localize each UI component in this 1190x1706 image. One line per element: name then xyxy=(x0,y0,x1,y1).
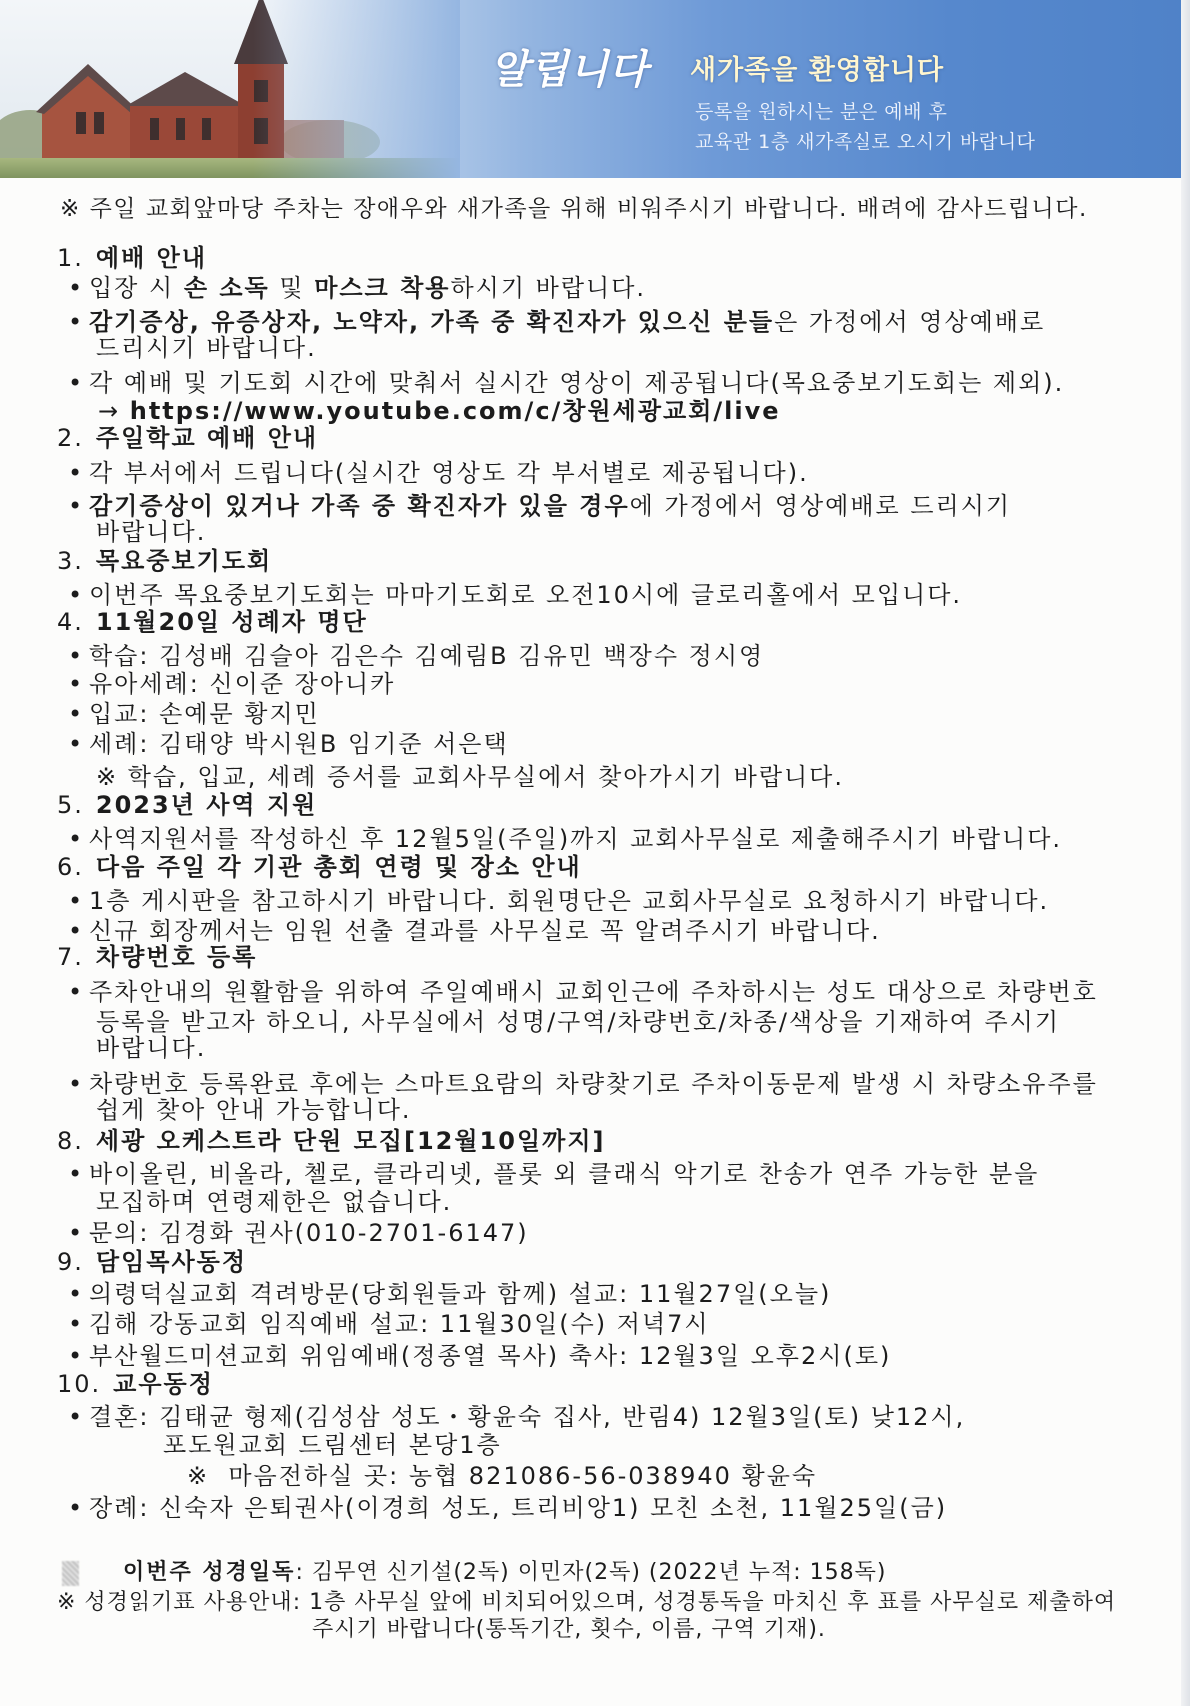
list-item xyxy=(68,699,320,729)
bold-text-segment: 마스크 착용 xyxy=(314,274,451,302)
bullet-marker: • xyxy=(68,642,85,670)
list-item xyxy=(68,368,1064,398)
bullet-marker: • xyxy=(68,1160,85,1188)
section-heading xyxy=(57,423,318,453)
text-segment: 쉽게 찾아 안내 가능합니다. xyxy=(96,1096,412,1124)
list-item xyxy=(68,1279,831,1309)
text-segment: 의령덕실교회 격려방문(당회원들과 함께) 설교: 11월27일(오늘) xyxy=(89,1280,832,1308)
text-segment: 유아세례: 신이준 장아니카 xyxy=(89,670,396,698)
list-item-continuation xyxy=(96,1095,412,1125)
page-edge xyxy=(1181,0,1190,1706)
list-item xyxy=(68,977,1098,1007)
text-segment: 세례: 김태양 박시원B 임기준 서은택 xyxy=(89,730,509,758)
bible-reading-label: 이번주 성경일독 xyxy=(123,1560,296,1585)
text-segment: → xyxy=(98,397,130,425)
list-item xyxy=(68,824,1062,854)
list-item-continuation xyxy=(96,517,206,547)
section-title: 다음 주일 각 기관 총회 연령 및 장소 안내 xyxy=(95,853,582,881)
text-segment: 등록을 받고자 하오니, 사무실에서 성명/구역/차량번호/차종/색상을 기재하여 주시기 xyxy=(96,1008,1060,1036)
bullet-marker: • xyxy=(68,308,85,336)
text-segment: 신규 회장께서는 임원 선출 결과를 사무실로 꼭 알려주시기 바랍니다. xyxy=(89,917,881,945)
bullet-marker: • xyxy=(68,274,85,302)
church-photo xyxy=(0,0,460,178)
bold-text-segment: 손 소독 xyxy=(183,274,270,302)
section-title: 목요중보기도회 xyxy=(95,547,273,575)
list-item xyxy=(68,1341,891,1371)
parking-notice: ※ 주일 교회앞마당 주차는 장애우와 새가족을 위해 비워주시기 바랍니다. 배려에 감사드립니다. xyxy=(60,196,1088,222)
bullet-marker: • xyxy=(68,1403,85,1431)
bullet-marker: • xyxy=(68,1494,85,1522)
text-segment: 장례: 신숙자 은퇴권사(이경희 성도, 트리비앙1) 모친 소천, 11월25일(금) xyxy=(89,1494,948,1522)
section-title: 11월20일 성례자 명단 xyxy=(95,608,368,636)
bullet-marker: • xyxy=(68,581,85,609)
list-item-continuation xyxy=(96,333,317,363)
text-segment: 사역지원서를 작성하신 후 12월5일(주일)까지 교회사무실로 제출해주시기 바랍니다. xyxy=(89,825,1063,853)
welcome-title: 새가족을 환영합니다 xyxy=(690,55,945,86)
section-title: 예배 안내 xyxy=(95,244,207,272)
text-segment: 바이올린, 비올라, 첼로, 클라리넷, 플롯 외 클래식 악기로 찬송가 연주 가능한 분을 xyxy=(89,1160,1040,1188)
text-segment: 학습: 김성배 김슬아 김은수 김예림B 김유민 백장수 정시영 xyxy=(89,642,765,670)
section-number: 3. xyxy=(57,547,84,575)
list-item xyxy=(68,273,646,303)
text-segment: 입교: 손예문 황지민 xyxy=(89,700,320,728)
section-heading xyxy=(57,243,207,273)
bullet-marker: • xyxy=(68,459,85,487)
bullet-marker: • xyxy=(68,1070,85,1098)
text-segment: 포도원교회 드림센터 본당1층 xyxy=(163,1431,502,1459)
text-segment: 김해 강동교회 임직예배 설교: 11월30일(수) 저녁7시 xyxy=(89,1310,710,1338)
bullet-marker: • xyxy=(68,1280,85,1308)
section-number: 1. xyxy=(57,244,84,272)
bold-text-segment: 감기증상, 유증상자, 노약자, 가족 중 확진자가 있으신 분들 xyxy=(89,308,775,336)
bullet-marker: • xyxy=(68,730,85,758)
text-segment: 및 xyxy=(269,274,315,302)
text-segment: 각 부서에서 드립니다(실시간 영상도 각 부서별로 제공됩니다). xyxy=(89,459,809,487)
announcement-header xyxy=(0,0,1190,178)
list-item-continuation xyxy=(187,1461,817,1491)
bullet-marker: • xyxy=(68,917,85,945)
list-item xyxy=(68,1402,965,1432)
text-segment: ※ 학습, 입교, 세례 증서를 교회사무실에서 찾아가시기 바랍니다. xyxy=(96,763,844,791)
section-heading xyxy=(57,942,257,972)
text-segment: 각 예배 및 기도회 시간에 맞춰서 실시간 영상이 제공됩니다(목요중보기도회는 제외). xyxy=(89,369,1065,397)
list-item xyxy=(68,886,1049,916)
reading-chart-notice-line-2: 주시기 바랍니다(통독기간, 횟수, 이름, 구역 기재). xyxy=(312,1617,826,1642)
text-segment: 입장 시 xyxy=(89,274,184,302)
notice-script-heading: 알립니다 xyxy=(490,47,649,93)
bullet-marker: • xyxy=(68,978,85,1006)
section-number: 2. xyxy=(57,424,84,452)
list-item-continuation xyxy=(96,1007,1060,1037)
text-segment: 결혼: 김태균 형제(김성삼 성도・황윤숙 집사, 반림4) 12월3일(토) 낮12시, xyxy=(89,1403,966,1431)
section-title: 주일학교 예배 안내 xyxy=(95,424,319,452)
text-segment: 1층 게시판을 참고하시기 바랍니다. 회원명단은 교회사무실로 요청하시기 바랍니다. xyxy=(89,887,1050,915)
list-item xyxy=(68,1218,529,1248)
list-item xyxy=(68,1159,1039,1189)
bullet-marker: • xyxy=(68,700,85,728)
list-item-continuation xyxy=(96,762,844,792)
text-segment: 바랍니다. xyxy=(96,1034,207,1062)
list-item-continuation xyxy=(96,1187,452,1217)
section-heading xyxy=(57,1126,605,1156)
list-item xyxy=(68,729,509,759)
section-heading xyxy=(57,607,368,637)
bullet-marker: • xyxy=(68,1342,85,1370)
text-segment: 바랍니다. xyxy=(96,518,207,546)
section-heading xyxy=(57,1247,247,1277)
section-heading xyxy=(57,546,272,576)
section-title: 2023년 사역 지원 xyxy=(95,791,318,819)
section-title: 세광 오케스트라 단원 모집[12월10일까지] xyxy=(95,1127,606,1155)
welcome-subtitle-line-1: 등록을 원하시는 분은 예배 후 xyxy=(695,101,948,123)
list-item-continuation xyxy=(96,1033,206,1063)
list-item xyxy=(68,641,764,671)
text-segment: 이번주 목요중보기도회는 마마기도회로 오전10시에 글로리홀에서 모입니다. xyxy=(89,581,963,609)
bullet-marker: • xyxy=(68,670,85,698)
list-item xyxy=(68,491,1011,521)
bullet-marker: • xyxy=(68,492,85,520)
text-segment: 문의: 김경화 권사(010-2701-6147) xyxy=(89,1219,529,1247)
section-number: 10. xyxy=(57,1370,102,1398)
bullet-marker: • xyxy=(68,369,85,397)
text-segment: 드리시기 바랍니다. xyxy=(96,334,317,362)
text-segment: ※ 마음전하실 곳: 농협 821086-56-038940 황윤숙 xyxy=(187,1462,818,1490)
bullet-marker: • xyxy=(68,887,85,915)
text-segment: 부산월드미션교회 위임예배(정종열 목사) 축사: 12월3일 오후2시(토) xyxy=(89,1342,892,1370)
section-title: 차량번호 등록 xyxy=(95,943,258,971)
list-item xyxy=(68,1309,710,1339)
text-segment: 에 가정에서 영상예배로 드리시기 xyxy=(629,492,1012,520)
welcome-subtitle-line-2: 교육관 1층 새가족실로 오시기 바랍니다 xyxy=(695,131,1036,153)
list-item xyxy=(68,580,962,610)
list-item xyxy=(68,1493,947,1523)
text-segment: 차량번호 등록완료 후에는 스마트요람의 차량찾기로 주차이동문제 발생 시 차량소유주를 xyxy=(89,1070,1098,1098)
bible-reading-text: : 김무연 신기설(2독) 이민자(2독) (2022년 누적: 158독) xyxy=(295,1560,887,1585)
list-item-continuation xyxy=(163,1430,502,1460)
bullet-marker: • xyxy=(68,1310,85,1338)
bold-text-segment: 감기증상이 있거나 가족 중 확진자가 있을 경우 xyxy=(89,492,630,520)
section-number: 5. xyxy=(57,791,84,819)
text-segment: 주차안내의 원활함을 위하여 주일예배시 교회인근에 주차하시는 성도 대상으로 차량번호 xyxy=(89,978,1098,1006)
section-heading xyxy=(57,852,582,882)
bullet-marker: • xyxy=(68,825,85,853)
list-item-continuation xyxy=(98,396,781,426)
section-number: 6. xyxy=(57,853,84,881)
section-number: 4. xyxy=(57,608,84,636)
text-segment: 하시기 바랍니다. xyxy=(450,274,647,302)
list-item xyxy=(68,669,395,699)
list-item xyxy=(68,458,809,488)
reading-chart-notice-line-1: ※ 성경읽기표 사용안내: 1층 사무실 앞에 비치되어있으며, 성경통독을 마치신 후 표를 사무실로 제출하여 xyxy=(57,1590,1117,1615)
bible-reading-line xyxy=(123,1558,886,1588)
section-heading xyxy=(57,790,317,820)
text-segment: 모집하며 연령제한은 없습니다. xyxy=(96,1188,453,1216)
section-number: 7. xyxy=(57,943,84,971)
bold-text-segment: https://www.youtube.com/c/창원세광교회/live xyxy=(129,397,781,425)
text-segment: 은 가정에서 영상예배로 xyxy=(774,308,1046,336)
section-title: 담임목사동정 xyxy=(95,1248,248,1276)
bible-reading-icon xyxy=(62,1561,79,1586)
section-heading xyxy=(57,1369,214,1399)
section-number: 9. xyxy=(57,1248,84,1276)
bullet-marker: • xyxy=(68,1219,85,1247)
section-title: 교우동정 xyxy=(113,1370,214,1398)
section-number: 8. xyxy=(57,1127,84,1155)
